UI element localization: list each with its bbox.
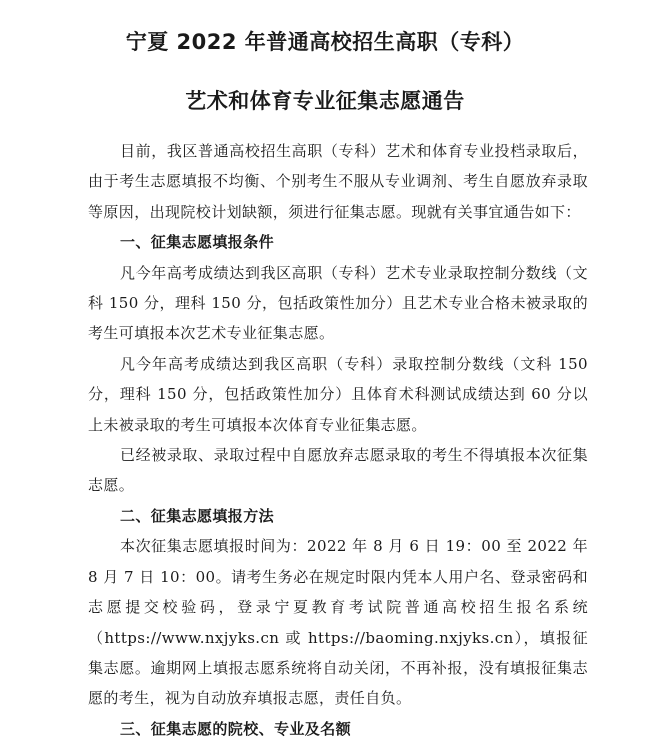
notice-title-line-1: 宁夏 2022 年普通高校招生高职（专科） bbox=[125, 30, 525, 54]
section-1-heading: 一、征集志愿填报条件 bbox=[120, 233, 275, 252]
section-1-paragraph-sports: 凡今年高考成绩达到我区高职（专科）录取控制分数线（文科 150 分，理科 150 分，包括政策性加分）且体育术科测试成绩达到 60 分以上未被录取的考生可填报本次体育专业征集志愿。 bbox=[88, 354, 588, 434]
section-3-heading: 三、征集志愿的院校、专业及名额 bbox=[120, 719, 352, 738]
intro-paragraph: 目前，我区普通高校招生高职（专科）艺术和体育专业投档录取后，由于考生志愿填报不均衡、个别考生不服从专业调剂、考生自愿放弃录取等原因，出现院校计划缺额，须进行征集志愿。现就有关事宜通告如下： bbox=[88, 142, 588, 221]
section-2-paragraph-method: 本次征集志愿填报时间为：2022 年 8 月 6 日 19：00 至 2022 年 8 月 7 日 10：00。请考生务必在规定时限内凭本人用户名、登录密码和志愿提交校验码，登录宁夏教育考试院普通高校招生报名系统（https://www.nxjyks.cn 或 https://baoming.nxjyks.cn），填报征集志愿。逾期网上填报志愿系统将自动关闭，不再补报，没有填报征集志愿的考生，视为自动放弃填报志愿，责任自负。 bbox=[88, 537, 588, 708]
notice-body bbox=[88, 136, 588, 744]
section-1-paragraph-exclusion: 已经被录取、录取过程中自愿放弃志愿录取的考生不得填报本次征集志愿。 bbox=[88, 446, 588, 495]
notice-title-line-2: 艺术和体育专业征集志愿通告 bbox=[185, 89, 465, 113]
section-2-heading: 二、征集志愿填报方法 bbox=[120, 506, 275, 525]
section-1-paragraph-art: 凡今年高考成绩达到我区高职（专科）艺术专业录取控制分数线（文科 150 分，理科 150 分，包括政策性加分）且艺术专业合格未被录取的考生可填报本次艺术专业征集志愿。 bbox=[88, 263, 588, 343]
